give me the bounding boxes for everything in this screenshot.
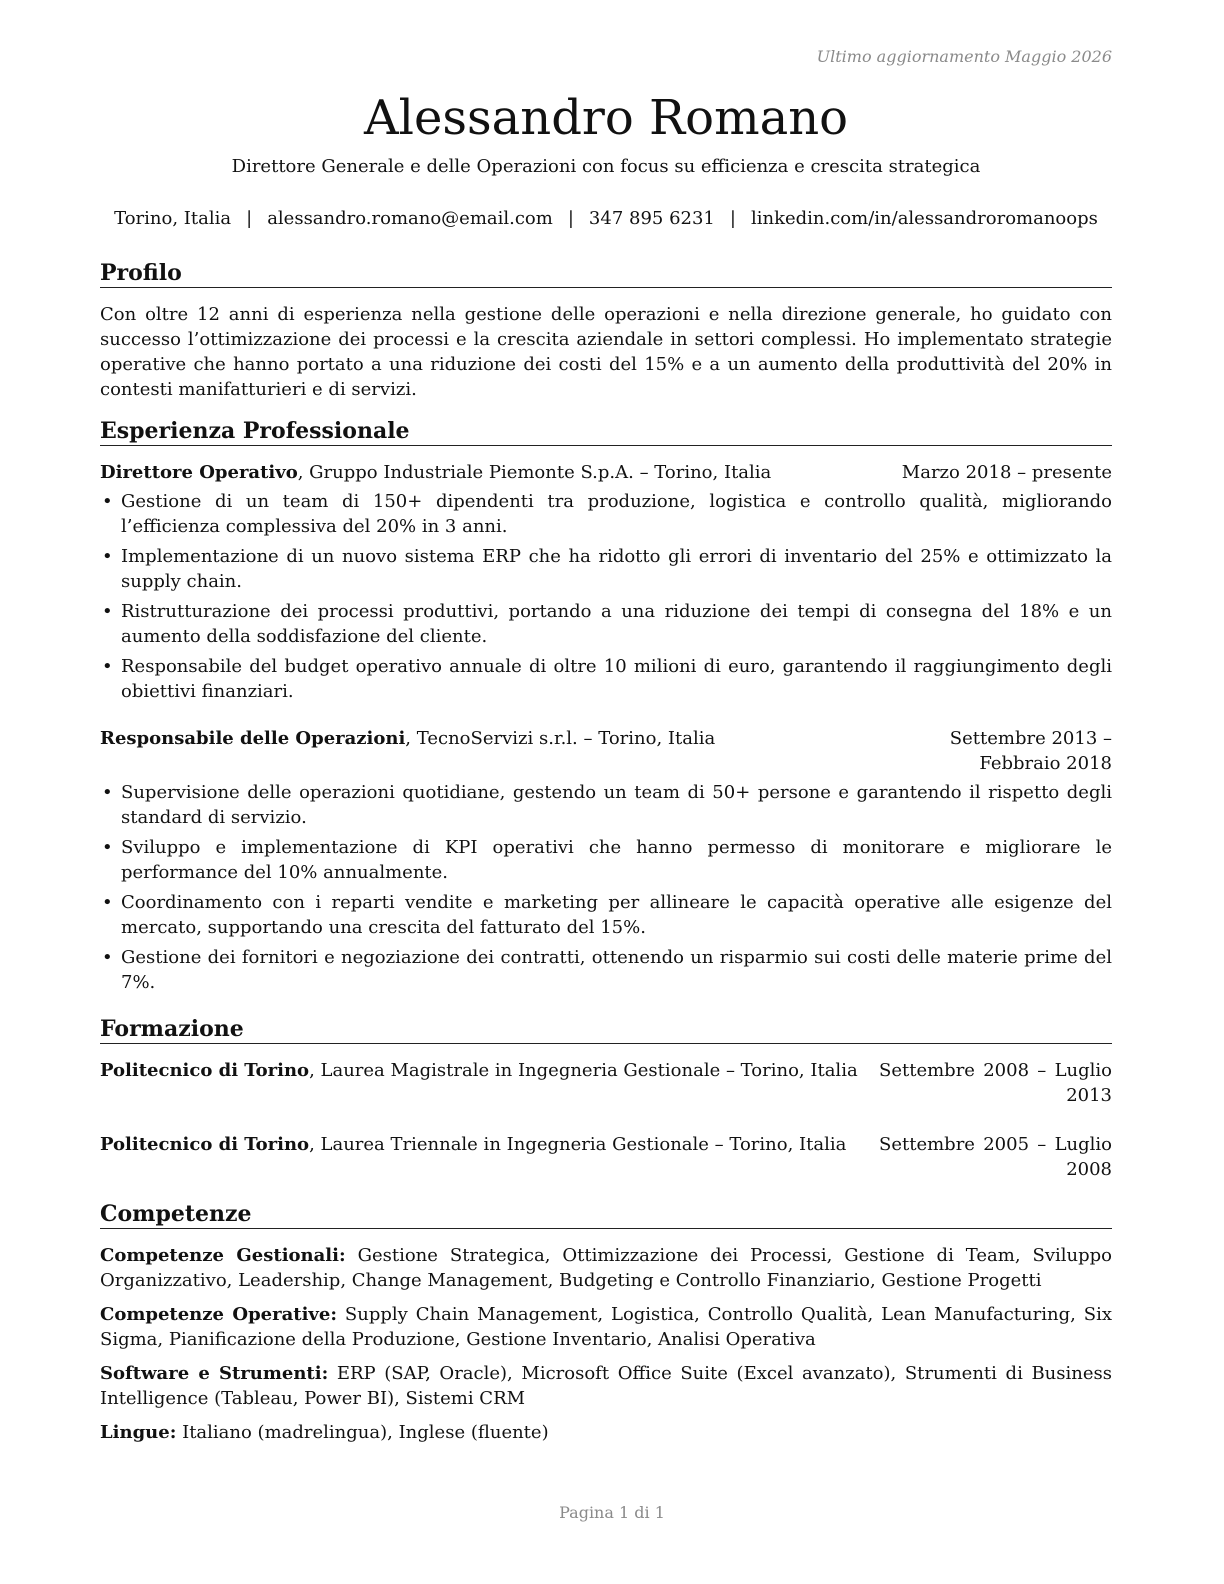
job-bullet: • Gestione di un team di 150+ dipendenti tra produzione, logistica e controllo qualità, migliorando l’efficienza complessiva del 20% in 3 anni. xyxy=(100,489,1112,539)
education-dates: Settembre 2008 – Luglio 2013 xyxy=(879,1060,1112,1106)
profile-summary: Con oltre 12 anni di esperienza nella gestione delle operazioni e nella direzione generale, ho guidato con successo l’ottimizzazione dei processi e la crescita aziendale in settori complessi. Ho implementato strategie operative che hanno portato a una riduzione dei costi del 15% e a un aumento della produttività del 20% in contesti manifatturieri e di servizi. xyxy=(100,304,1112,400)
last-updated: Ultimo aggiornamento Maggio 2026 xyxy=(816,47,1112,66)
job-header xyxy=(100,460,1112,485)
job-company: , TecnoServizi s.r.l. – Torino, Italia xyxy=(405,728,716,749)
skill-label: Competenze Gestionali: xyxy=(100,1245,346,1266)
job-bullets xyxy=(100,780,1112,995)
skill-text: Italiano (madrelingua), Inglese (fluente) xyxy=(176,1422,549,1443)
job-dates: Marzo 2018 – presente xyxy=(901,462,1112,483)
job-bullet: • Sviluppo e implementazione di KPI operativi che hanno permesso di monitorare e migliorare le performance del 10% annualmente. xyxy=(100,835,1112,885)
job-bullet: • Responsabile del budget operativo annuale di oltre 10 milioni di euro, garantendo il raggiungimento degli obiettivi finanziari. xyxy=(100,654,1112,704)
skill-row xyxy=(100,1302,1112,1352)
section-title-education: Formazione xyxy=(100,1015,1112,1044)
job-bullet: • Ristrutturazione dei processi produttivi, portando a una riduzione dei tempi di consegna del 18% e un aumento della soddisfazione del cliente. xyxy=(100,599,1112,649)
contact-linkedin[interactable]: linkedin.com/in/alessandroromanoops xyxy=(750,208,1098,229)
profile-section xyxy=(100,259,1112,402)
section-title-experience: Esperienza Professionale xyxy=(100,417,1112,446)
job-bullet: • Gestione dei fornitori e negoziazione dei contratti, ottenendo un risparmio sui costi delle materie prime del 7%. xyxy=(100,945,1112,995)
education-degree: , Laurea Triennale in Ingegneria Gestionale – Torino, Italia xyxy=(309,1134,847,1155)
contact-location: Torino, Italia xyxy=(114,208,232,229)
contact-line xyxy=(100,206,1112,231)
skills-section xyxy=(100,1200,1112,1445)
job-entry xyxy=(100,460,1112,704)
skill-text: ERP (SAP, Oracle), Microsoft Office Suite (Excel avanzato), Strumenti di Business Intelligence (Tableau, Power BI), Sistemi CRM xyxy=(100,1363,1112,1409)
headline: Direttore Generale e delle Operazioni con focus su efficienza e crescita strategica xyxy=(231,156,981,177)
contact-email[interactable]: alessandro.romano@email.com xyxy=(267,208,553,229)
job-entry xyxy=(100,726,1112,995)
skill-label: Lingue: xyxy=(100,1422,177,1443)
education-school: Politecnico di Torino xyxy=(100,1134,310,1155)
contact-separator: | xyxy=(567,208,574,229)
skill-text: Gestione Strategica, Ottimizzazione dei Processi, Gestione di Team, Sviluppo Organizzativo, Leadership, Change Management, Budgeting e Controllo Finanziario, Gestione Progetti xyxy=(100,1245,1112,1291)
job-header xyxy=(100,726,1112,776)
education-entry xyxy=(100,1132,1112,1182)
page-number: Pagina 1 di 1 xyxy=(559,1503,665,1522)
contact-separator: | xyxy=(246,208,253,229)
skill-row xyxy=(100,1243,1112,1293)
job-bullet: • Implementazione di un nuovo sistema ERP che ha ridotto gli errori di inventario del 25% e ottimizzato la supply chain. xyxy=(100,544,1112,594)
skill-label: Software e Strumenti: xyxy=(100,1363,329,1384)
job-bullets xyxy=(100,489,1112,704)
skill-text: Supply Chain Management, Logistica, Controllo Qualità, Lean Manufacturing, Six Sigma, Pianificazione della Produzione, Gestione Inventario, Analisi Operativa xyxy=(100,1304,1112,1350)
job-bullet: • Supervisione delle operazioni quotidiane, gestendo un team di 50+ persone e garantendo il rispetto degli standard di servizio. xyxy=(100,780,1112,830)
education-degree: , Laurea Magistrale in Ingegneria Gestionale – Torino, Italia xyxy=(309,1060,858,1081)
job-bullet: • Coordinamento con i reparti vendite e marketing per allineare le capacità operative alle esigenze del mercato, supportando una crescita del fatturato del 15%. xyxy=(100,890,1112,940)
section-title-profile: Profilo xyxy=(100,259,1112,288)
skill-label: Competenze Operative: xyxy=(100,1304,337,1325)
job-company: , Gruppo Industriale Piemonte S.p.A. – Torino, Italia xyxy=(297,462,772,483)
job-role: Responsabile delle Operazioni xyxy=(100,728,406,749)
experience-section xyxy=(100,417,1112,995)
contact-phone: 347 895 6231 xyxy=(588,208,715,229)
education-dates: Settembre 2005 – Luglio 2008 xyxy=(879,1134,1112,1180)
job-role: Direttore Operativo xyxy=(100,462,298,483)
contact-separator: | xyxy=(729,208,736,229)
section-title-skills: Competenze xyxy=(100,1200,1112,1229)
education-section xyxy=(100,1015,1112,1182)
education-school: Politecnico di Torino xyxy=(100,1060,310,1081)
skill-row xyxy=(100,1420,1112,1445)
education-entry xyxy=(100,1058,1112,1108)
job-dates: Settembre 2013 – Febbraio 2018 xyxy=(949,728,1112,774)
skill-row xyxy=(100,1361,1112,1411)
candidate-name: Alessandro Romano xyxy=(363,90,849,146)
